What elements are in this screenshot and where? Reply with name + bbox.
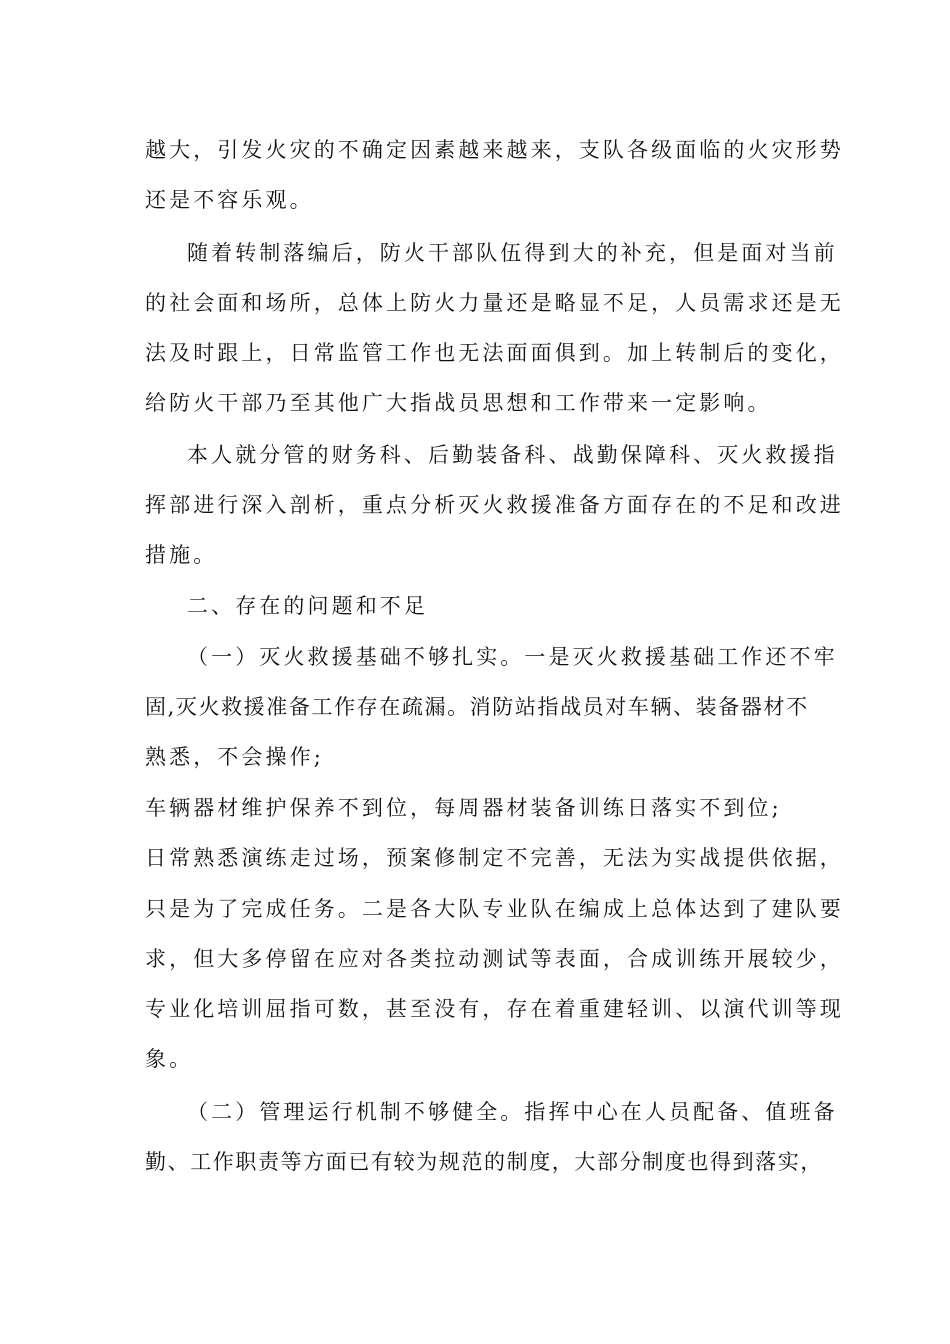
subsection-heading: （一）灭火救援基础不够扎实。一是灭火救援基础工作还不牢 bbox=[187, 645, 838, 669]
paragraph-line: 日常熟悉演练走过场，预案修制定不完善，无法为实战提供依据， bbox=[145, 846, 844, 870]
paragraph-line: 挥部进行深入剖析，重点分析灭火救援准备方面存在的不足和改进 bbox=[145, 493, 844, 517]
paragraph-line: 车辆器材维护保养不到位，每周器材装备训练日落实不到位; bbox=[145, 796, 782, 820]
paragraph-line: 象。 bbox=[145, 1047, 194, 1071]
paragraph-line: 求，但大多停留在应对各类拉动测试等表面，合成训练开展较少， bbox=[145, 947, 844, 971]
paragraph-line: 给防火干部乃至其他广大指战员思想和工作带来一定影响。 bbox=[145, 391, 772, 415]
section-heading: 二、存在的问题和不足 bbox=[187, 594, 428, 618]
paragraph-line: 的社会面和场所，总体上防火力量还是略显不足，人员需求还是无 bbox=[145, 291, 844, 315]
subsection-heading: （二）管理运行机制不够健全。指挥中心在人员配备、值班备 bbox=[187, 1100, 838, 1124]
paragraph-line: 勤、工作职责等方面已有较为规范的制度，大部分制度也得到落实， bbox=[145, 1150, 823, 1174]
paragraph-line: 还是不容乐观。 bbox=[145, 188, 314, 212]
paragraph-line: 专业化培训屈指可数，甚至没有，存在着重建轻训、以演代训等现 bbox=[145, 997, 844, 1021]
paragraph-line: 固,灭火救援准备工作存在疏漏。消防站指战员对车辆、装备器材不 bbox=[145, 695, 809, 719]
paragraph-line: 措施。 bbox=[145, 543, 218, 567]
paragraph-line: 法及时跟上，日常监管工作也无法面面俱到。加上转制后的变化， bbox=[145, 341, 844, 365]
paragraph-line: 熟悉，不会操作; bbox=[145, 745, 324, 769]
paragraph-line: 越大，引发火灾的不确定因素越来越来，支队各级面临的火灾形势 bbox=[145, 138, 844, 162]
paragraph-line: 本人就分管的财务科、后勤装备科、战勤保障科、灭火救援指 bbox=[187, 443, 838, 467]
paragraph-line: 随着转制落编后，防火干部队伍得到大的补充，但是面对当前 bbox=[187, 241, 838, 265]
paragraph-line: 只是为了完成任务。二是各大队专业队在编成上总体达到了建队要 bbox=[145, 897, 844, 921]
